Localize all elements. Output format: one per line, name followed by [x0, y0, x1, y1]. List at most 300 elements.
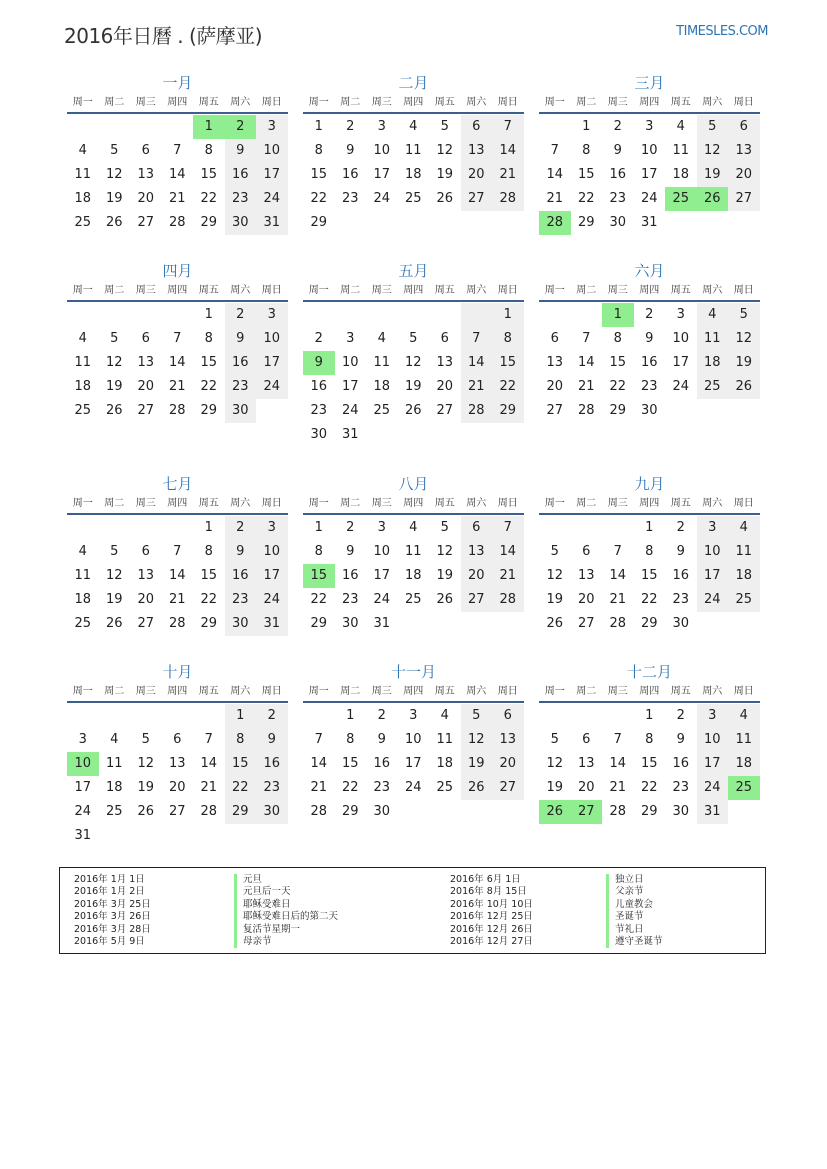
day-cell: 12	[137, 756, 155, 771]
weekday-header	[539, 284, 760, 302]
day-cell: 2	[377, 708, 386, 723]
day-cell: 4	[440, 708, 449, 723]
weekday-label: 周五	[434, 285, 455, 296]
day-cell: 18	[728, 564, 760, 588]
day-cell: 24	[341, 403, 359, 418]
day-cell: 13	[137, 167, 155, 182]
day-cell: 13	[168, 756, 186, 771]
month-name: 十一月	[390, 663, 436, 681]
day-cell: 24	[697, 588, 729, 612]
day-cell: 31	[697, 800, 729, 824]
day-cell: 29	[577, 215, 595, 230]
day-cell: 25	[74, 616, 92, 631]
day-cell: 28	[168, 403, 186, 418]
day-cell: 7	[204, 732, 213, 747]
month-name: 七月	[162, 475, 193, 493]
day-cell: 15	[640, 756, 658, 771]
day-cell: 22	[341, 780, 359, 795]
day-cell: 10	[373, 544, 391, 559]
weekday-label: 周一	[72, 686, 93, 697]
day-cell: 10	[373, 143, 391, 158]
day-cell: 24	[672, 379, 690, 394]
day-cell: 30	[256, 800, 288, 824]
empty-cell	[67, 303, 99, 327]
weekday-label: 周五	[670, 686, 691, 697]
day-cell: 4	[110, 732, 119, 747]
holiday-day-cell: 1	[602, 303, 634, 327]
day-cell: 4	[728, 516, 760, 540]
weekday-header	[539, 96, 760, 114]
day-cell: 21	[492, 564, 524, 588]
day-cell: 8	[204, 143, 213, 158]
day-cell: 14	[492, 540, 524, 564]
day-cell: 3	[377, 119, 386, 134]
weekday-label: 周二	[576, 686, 597, 697]
day-cell: 16	[341, 568, 359, 583]
day-cell: 24	[373, 592, 391, 607]
day-cell: 6	[141, 143, 150, 158]
weekday-label: 周二	[104, 285, 125, 296]
day-cell: 3	[256, 303, 288, 327]
weekday-header	[303, 96, 524, 114]
day-cell: 17	[341, 379, 359, 394]
day-cell: 21	[168, 379, 186, 394]
weekday-label: 周日	[733, 97, 754, 108]
weekday-label: 周日	[733, 285, 754, 296]
month-name: 六月	[634, 262, 665, 280]
day-cell: 1	[645, 520, 654, 535]
day-cell: 21	[546, 191, 564, 206]
day-cell: 29	[200, 215, 218, 230]
day-cell: 16	[256, 752, 288, 776]
day-cell: 19	[436, 568, 454, 583]
legend-date: 2016年 12月 26日	[450, 923, 533, 935]
weekday-label: 周四	[639, 498, 660, 509]
weekday-header	[539, 497, 760, 515]
day-cell: 12	[105, 167, 123, 182]
day-cell: 13	[461, 139, 493, 163]
day-cell: 8	[314, 143, 323, 158]
legend-holiday-name: 复活节星期一	[234, 924, 338, 936]
day-cell: 7	[461, 327, 493, 351]
day-cell: 23	[341, 191, 359, 206]
day-cell: 16	[640, 355, 658, 370]
month-name: 十二月	[626, 663, 672, 681]
weekday-label: 周二	[576, 285, 597, 296]
legend-date: 2016年 10月 10日	[450, 898, 533, 910]
weekday-label: 周四	[639, 285, 660, 296]
day-cell: 30	[225, 399, 257, 423]
day-cell: 17	[256, 351, 288, 375]
day-cell: 1	[204, 307, 213, 322]
day-cell: 29	[310, 616, 328, 631]
day-cell: 15	[640, 568, 658, 583]
day-cell: 1	[225, 704, 257, 728]
legend-holiday-name: 耶稣受难日	[234, 899, 338, 911]
legend-date: 2016年 12月 27日	[450, 935, 533, 947]
day-cell: 26	[105, 403, 123, 418]
day-cell: 19	[728, 351, 760, 375]
day-cell: 17	[256, 163, 288, 187]
day-cell: 22	[310, 592, 328, 607]
weekday-label: 周五	[198, 285, 219, 296]
day-cell: 4	[78, 544, 87, 559]
day-cell: 6	[582, 544, 591, 559]
day-cell: 20	[546, 379, 564, 394]
day-cell: 8	[346, 732, 355, 747]
day-cell: 23	[640, 379, 658, 394]
day-cell: 10	[256, 540, 288, 564]
day-cell: 16	[310, 379, 328, 394]
empty-cell	[366, 303, 398, 327]
empty-cell	[67, 516, 99, 540]
weekday-header	[303, 685, 524, 703]
weekday-label: 周三	[371, 686, 392, 697]
weekday-label: 周五	[670, 498, 691, 509]
holiday-day-cell: 10	[67, 752, 99, 776]
month-block	[67, 261, 288, 423]
day-cell: 30	[341, 616, 359, 631]
day-cell: 7	[492, 115, 524, 139]
legend-date: 2016年 12月 25日	[450, 911, 533, 923]
day-cell: 15	[609, 355, 627, 370]
day-cell: 25	[74, 215, 92, 230]
day-cell: 29	[341, 804, 359, 819]
empty-cell	[99, 303, 131, 327]
day-cell: 29	[640, 616, 658, 631]
day-cell: 3	[697, 704, 729, 728]
day-cell: 16	[609, 167, 627, 182]
day-cell: 11	[697, 327, 729, 351]
legend-holiday-name: 儿童教会	[606, 899, 663, 911]
day-cell: 6	[440, 331, 449, 346]
weekday-label: 周六	[230, 97, 251, 108]
day-cell: 8	[492, 327, 524, 351]
day-cell: 15	[200, 355, 218, 370]
day-cell: 15	[577, 167, 595, 182]
day-cell: 30	[225, 612, 257, 636]
weekday-header	[67, 497, 288, 515]
day-cell: 6	[582, 732, 591, 747]
day-cell: 12	[728, 327, 760, 351]
weekday-label: 周二	[576, 97, 597, 108]
holiday-day-cell: 26	[539, 800, 571, 824]
day-cell: 6	[173, 732, 182, 747]
day-cell: 20	[137, 191, 155, 206]
legend-date: 2016年 3月 25日	[74, 898, 151, 910]
day-cell: 17	[697, 564, 729, 588]
holiday-day-cell: 1	[193, 115, 225, 139]
day-cell: 25	[697, 375, 729, 399]
empty-cell	[162, 704, 194, 728]
day-cell: 12	[697, 139, 729, 163]
day-cell: 5	[110, 143, 119, 158]
weekday-label: 周五	[434, 498, 455, 509]
day-cell: 10	[672, 331, 690, 346]
month-block	[539, 261, 760, 423]
weekday-label: 周六	[466, 285, 487, 296]
day-cell: 29	[200, 616, 218, 631]
weekday-label: 周日	[261, 498, 282, 509]
day-cell: 7	[173, 544, 182, 559]
day-cell: 6	[461, 516, 493, 540]
weekday-label: 周四	[639, 686, 660, 697]
day-cell: 4	[377, 331, 386, 346]
month-name: 九月	[634, 475, 665, 493]
day-cell: 11	[373, 355, 391, 370]
day-cell: 28	[200, 804, 218, 819]
holiday-day-cell: 27	[571, 800, 603, 824]
empty-cell	[303, 704, 335, 728]
day-cell: 30	[672, 804, 690, 819]
weekday-label: 周三	[371, 97, 392, 108]
legend-date: 2016年 6月 1日	[450, 874, 521, 885]
day-cell: 20	[461, 564, 493, 588]
day-cell: 6	[141, 331, 150, 346]
day-cell: 28	[168, 616, 186, 631]
weekday-label: 周五	[198, 498, 219, 509]
day-cell: 3	[697, 516, 729, 540]
day-cell: 22	[609, 379, 627, 394]
month-block	[539, 662, 760, 824]
day-cell: 22	[200, 191, 218, 206]
empty-cell	[398, 303, 430, 327]
day-cell: 28	[609, 616, 627, 631]
site-logo-text[interactable]: TIMESLES.COM	[676, 24, 768, 39]
day-cell: 9	[256, 728, 288, 752]
day-cell: 2	[225, 303, 257, 327]
day-cell: 15	[341, 756, 359, 771]
day-cell: 18	[105, 780, 123, 795]
day-cell: 7	[314, 732, 323, 747]
day-cell: 8	[204, 544, 213, 559]
holiday-day-cell: 28	[539, 211, 571, 235]
day-cell: 30	[609, 215, 627, 230]
day-cell: 1	[314, 520, 323, 535]
weekday-label: 周日	[497, 97, 518, 108]
day-cell: 17	[672, 355, 690, 370]
day-cell: 20	[577, 592, 595, 607]
day-cell: 5	[697, 115, 729, 139]
day-cell: 9	[225, 327, 257, 351]
weekday-label: 周日	[497, 498, 518, 509]
day-cell: 23	[373, 780, 391, 795]
day-cell: 23	[225, 187, 257, 211]
legend-holiday-name: 圣诞节	[606, 911, 663, 923]
day-cell: 16	[373, 756, 391, 771]
day-cell: 5	[440, 520, 449, 535]
day-cell: 5	[728, 303, 760, 327]
weekday-label: 周四	[167, 285, 188, 296]
day-cell: 25	[404, 592, 422, 607]
day-cell: 18	[404, 167, 422, 182]
weekday-label: 周一	[72, 498, 93, 509]
day-cell: 7	[173, 331, 182, 346]
day-cell: 24	[256, 187, 288, 211]
day-cell: 21	[492, 163, 524, 187]
weekday-label: 周六	[230, 285, 251, 296]
weekday-label: 周四	[403, 97, 424, 108]
day-cell: 8	[314, 544, 323, 559]
day-cell: 21	[577, 379, 595, 394]
day-cell: 11	[404, 544, 422, 559]
day-cell: 10	[640, 143, 658, 158]
day-cell: 20	[728, 163, 760, 187]
month-block	[303, 474, 524, 636]
month-block	[67, 662, 288, 848]
day-cell: 21	[609, 780, 627, 795]
empty-cell	[303, 303, 335, 327]
legend-holiday-name: 独立日	[606, 874, 663, 886]
weekday-label: 周五	[670, 97, 691, 108]
empty-cell	[99, 115, 131, 139]
weekday-label: 周一	[72, 285, 93, 296]
day-cell: 17	[404, 756, 422, 771]
weekday-label: 周二	[340, 686, 361, 697]
day-cell: 3	[256, 516, 288, 540]
legend-date: 2016年 3月 28日	[74, 923, 151, 935]
day-cell: 11	[728, 728, 760, 752]
day-cell: 13	[728, 139, 760, 163]
weekday-label: 周三	[607, 498, 628, 509]
month-block	[67, 474, 288, 636]
day-cell: 7	[550, 143, 559, 158]
day-cell: 31	[640, 215, 658, 230]
day-cell: 9	[613, 143, 622, 158]
day-grid	[539, 115, 760, 235]
day-cell: 7	[173, 143, 182, 158]
day-cell: 29	[609, 403, 627, 418]
day-cell: 7	[492, 516, 524, 540]
day-cell: 26	[546, 616, 564, 631]
month-block	[303, 73, 524, 235]
day-cell: 26	[728, 375, 760, 399]
empty-cell	[571, 516, 603, 540]
day-cell: 28	[168, 215, 186, 230]
weekday-label: 周一	[544, 285, 565, 296]
day-cell: 15	[225, 752, 257, 776]
weekday-label: 周二	[340, 97, 361, 108]
day-cell: 25	[373, 403, 391, 418]
day-cell: 19	[105, 379, 123, 394]
day-cell: 10	[404, 732, 422, 747]
weekday-label: 周一	[544, 686, 565, 697]
day-cell: 27	[137, 403, 155, 418]
weekday-label: 周日	[261, 97, 282, 108]
day-cell: 22	[640, 780, 658, 795]
day-cell: 3	[256, 115, 288, 139]
weekday-label: 周二	[104, 686, 125, 697]
day-cell: 9	[225, 139, 257, 163]
day-cell: 15	[200, 568, 218, 583]
day-cell: 6	[728, 115, 760, 139]
legend-names-left	[234, 874, 338, 948]
legend-holiday-name: 耶稣受难日后的第二天	[234, 911, 338, 923]
day-cell: 29	[492, 399, 524, 423]
day-grid	[67, 704, 288, 848]
legend-date: 2016年 3月 26日	[74, 911, 151, 923]
weekday-label: 周三	[607, 686, 628, 697]
weekday-label: 周一	[544, 498, 565, 509]
empty-cell	[99, 704, 131, 728]
legend-holiday-name: 节礼日	[606, 924, 663, 936]
holiday-legend	[59, 867, 766, 954]
month-name: 二月	[398, 74, 429, 92]
day-cell: 24	[640, 191, 658, 206]
day-cell: 21	[168, 592, 186, 607]
month-name: 一月	[162, 74, 193, 92]
day-cell: 26	[436, 592, 454, 607]
day-cell: 13	[492, 728, 524, 752]
day-cell: 27	[728, 187, 760, 211]
day-cell: 14	[492, 139, 524, 163]
legend-dates-left	[74, 874, 151, 948]
day-cell: 14	[200, 756, 218, 771]
weekday-label: 周三	[607, 285, 628, 296]
day-cell: 29	[200, 403, 218, 418]
holiday-day-cell: 15	[303, 564, 335, 588]
day-cell: 25	[436, 780, 454, 795]
day-cell: 3	[377, 520, 386, 535]
legend-holiday-name: 父亲节	[606, 886, 663, 898]
day-cell: 24	[697, 776, 729, 800]
empty-cell	[539, 704, 571, 728]
day-cell: 24	[256, 588, 288, 612]
day-cell: 12	[436, 143, 454, 158]
weekday-label: 周五	[198, 97, 219, 108]
weekday-label: 周六	[466, 498, 487, 509]
day-cell: 5	[141, 732, 150, 747]
day-cell: 1	[346, 708, 355, 723]
day-cell: 1	[314, 119, 323, 134]
legend-date: 2016年 1月 1日	[74, 874, 145, 885]
day-cell: 6	[492, 704, 524, 728]
day-cell: 20	[492, 752, 524, 776]
month-name: 十月	[162, 663, 193, 681]
holiday-day-cell: 25	[728, 776, 760, 800]
weekday-label: 周四	[167, 97, 188, 108]
day-cell: 19	[436, 167, 454, 182]
empty-cell	[461, 303, 493, 327]
day-cell: 12	[546, 756, 564, 771]
day-cell: 19	[546, 592, 564, 607]
day-cell: 30	[310, 427, 328, 442]
weekday-header	[303, 497, 524, 515]
day-grid	[539, 704, 760, 824]
day-cell: 27	[577, 616, 595, 631]
weekday-label: 周二	[104, 498, 125, 509]
weekday-label: 周日	[733, 498, 754, 509]
day-cell: 8	[613, 331, 622, 346]
holiday-day-cell: 25	[665, 187, 697, 211]
day-cell: 2	[676, 708, 685, 723]
weekday-label: 周六	[466, 97, 487, 108]
day-cell: 21	[310, 780, 328, 795]
day-cell: 26	[461, 776, 493, 800]
day-cell: 19	[697, 163, 729, 187]
day-cell: 1	[492, 303, 524, 327]
month-name: 四月	[162, 262, 193, 280]
day-cell: 13	[461, 540, 493, 564]
day-cell: 17	[373, 568, 391, 583]
day-cell: 19	[404, 379, 422, 394]
empty-cell	[539, 303, 571, 327]
day-cell: 18	[373, 379, 391, 394]
day-cell: 23	[256, 776, 288, 800]
day-cell: 23	[672, 592, 690, 607]
weekday-label: 周日	[261, 285, 282, 296]
day-cell: 19	[105, 191, 123, 206]
